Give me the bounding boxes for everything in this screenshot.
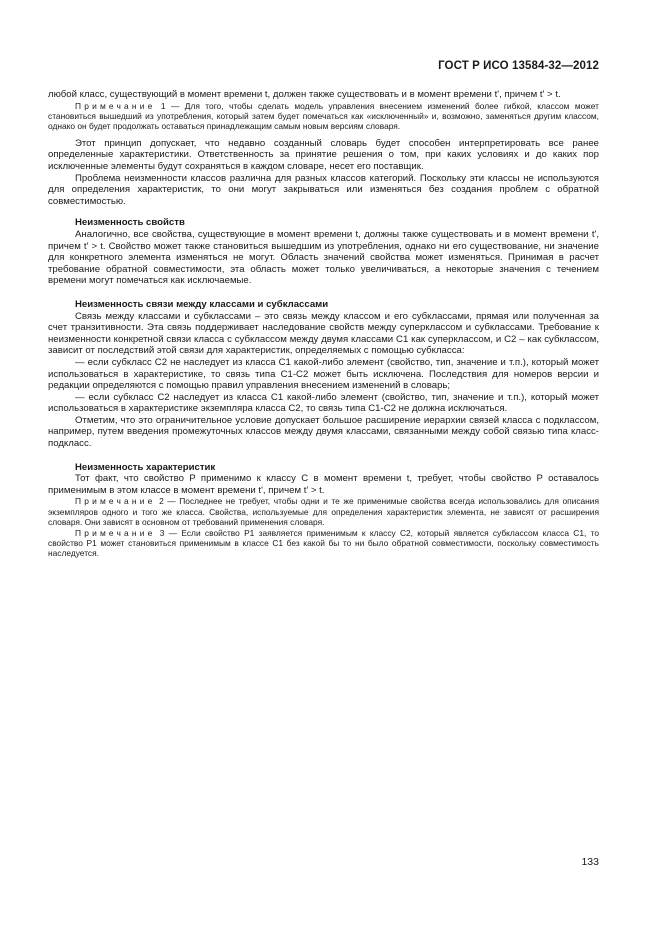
body-paragraph: — если субкласс C2 наследует из класса C1 какой-либо элемент (свойство, тип, значение и т.п.), который может использоваться в характеристике экземпляра класса C2, то связь типа C1-C2 не должна исключаться.: [48, 391, 599, 415]
note-label: Примечание: [75, 527, 156, 538]
section-heading: Неизменность связи между классами и субклассами: [75, 298, 329, 310]
spacer: [48, 287, 599, 299]
spacer: [48, 450, 599, 462]
spacer: [48, 207, 599, 217]
body-paragraph: Тот факт, что свойство P применимо к классу C в момент времени t, требует, чтобы свойство P оставалось применимым в этом классе в момент времени t', причем t' > t.: [48, 473, 599, 496]
body-paragraph: Отметим, что это ограничительное условие допускает большое расширение иерархии связей класса с подклассом, например, путем введения промежуточных классов между двумя классами, связанными между собой связью типа класс-подкласс.: [48, 414, 599, 450]
note-text: 1 — Для того, чтобы сделать модель управления внесением изменений более гибкой, классом может становиться вышедший из употребления, который затем будет помечаться как «исключенный» и, возможно, заменяться другим классом, однако он будет продолжать оставаться принадлежащим самым новым версиям словаря.: [48, 100, 599, 132]
document-body: [48, 89, 599, 559]
document-header: ГОСТ Р ИСО 13584-32—2012: [438, 60, 599, 72]
page-number: 133: [581, 856, 599, 868]
section-heading: Неизменность свойств: [75, 217, 185, 229]
body-paragraph: любой класс, существующий в момент времени t, должен также существовать и в момент времени t', причем t' > t.: [48, 89, 561, 100]
note-text: 3 — Если свойство P1 заявляется применимым к классу C2, который является субклассом класса C1, то свойство P1 может становиться применимым в классе C1 без какой бы то ни было обратной совместимости, поскольку совместимость наследуется.: [48, 527, 599, 559]
section-heading: Неизменность характеристик: [75, 461, 216, 473]
body-paragraph: Проблема неизменности классов различна для разных классов категорий. Поскольку эти классы не используются для определения характеристик, то они могут закрываться или изменяться без создания проблем с обратной совместимостью.: [48, 172, 599, 207]
body-paragraph: Связь между классами и субклассами – это связь между классом и его субклассами, прямая или полученная за счет транзитивности. Эта связь поддерживает наследование свойств между суперклассом и субклассами. Требование к неизменности конкретной связи класса с субклассом между двумя классами C1 как суперклассом, и C2 – как субклассом, зависит от последствий этой связи для характеристик, определяемых с помощью субкласса:: [48, 310, 599, 357]
body-paragraph: Аналогично, все свойства, существующие в момент времени t, должны также существовать и в момент времени t', причем t' > t. Свойство может также становиться вышедшим из употребления, однако ни его существование, ни значение для конкретного элемента изменяться не могут. Область значений свойства может изменяться. Принимая в расчет требование обратной совместимости, эта область может только увеличиваться, а некоторые значения с течением времени могут помечаться как исключаемые.: [48, 228, 599, 287]
note-label: Примечание: [75, 496, 156, 507]
note-paragraph: [48, 101, 599, 132]
document-page: [48, 0, 599, 936]
note-label: Примечание: [75, 100, 156, 111]
note-paragraph: [48, 496, 599, 527]
note-text: 2 — Последнее не требует, чтобы одни и те же применимые свойства всегда использовались для описания экземпляров одного и того же класса. Свойства, используемые для определения характеристик элемента, не зависят от расширения словаря. Они зависят в основном от требований применения словаря.: [48, 496, 599, 528]
body-paragraph: — если субкласс C2 не наследует из класса C1 какой-либо элемент (свойство, тип, значение и т.п.), который может использоваться в характеристике, то связь типа C1-C2 может быть исключена. Последствия для номеров версии и редакции определяются с помощью правил управления внесением изменений в словарь;: [48, 356, 599, 392]
note-paragraph: [48, 528, 599, 559]
body-paragraph: Этот принцип допускает, что недавно созданный словарь будет способен интерпретировать все ранее определенные характеристики. Ответственность за принятие решения о том, при каких условиях и до каких пор исключенные элементы будут сохраняться в каждом словаре, несет его поставщик.: [48, 137, 599, 172]
